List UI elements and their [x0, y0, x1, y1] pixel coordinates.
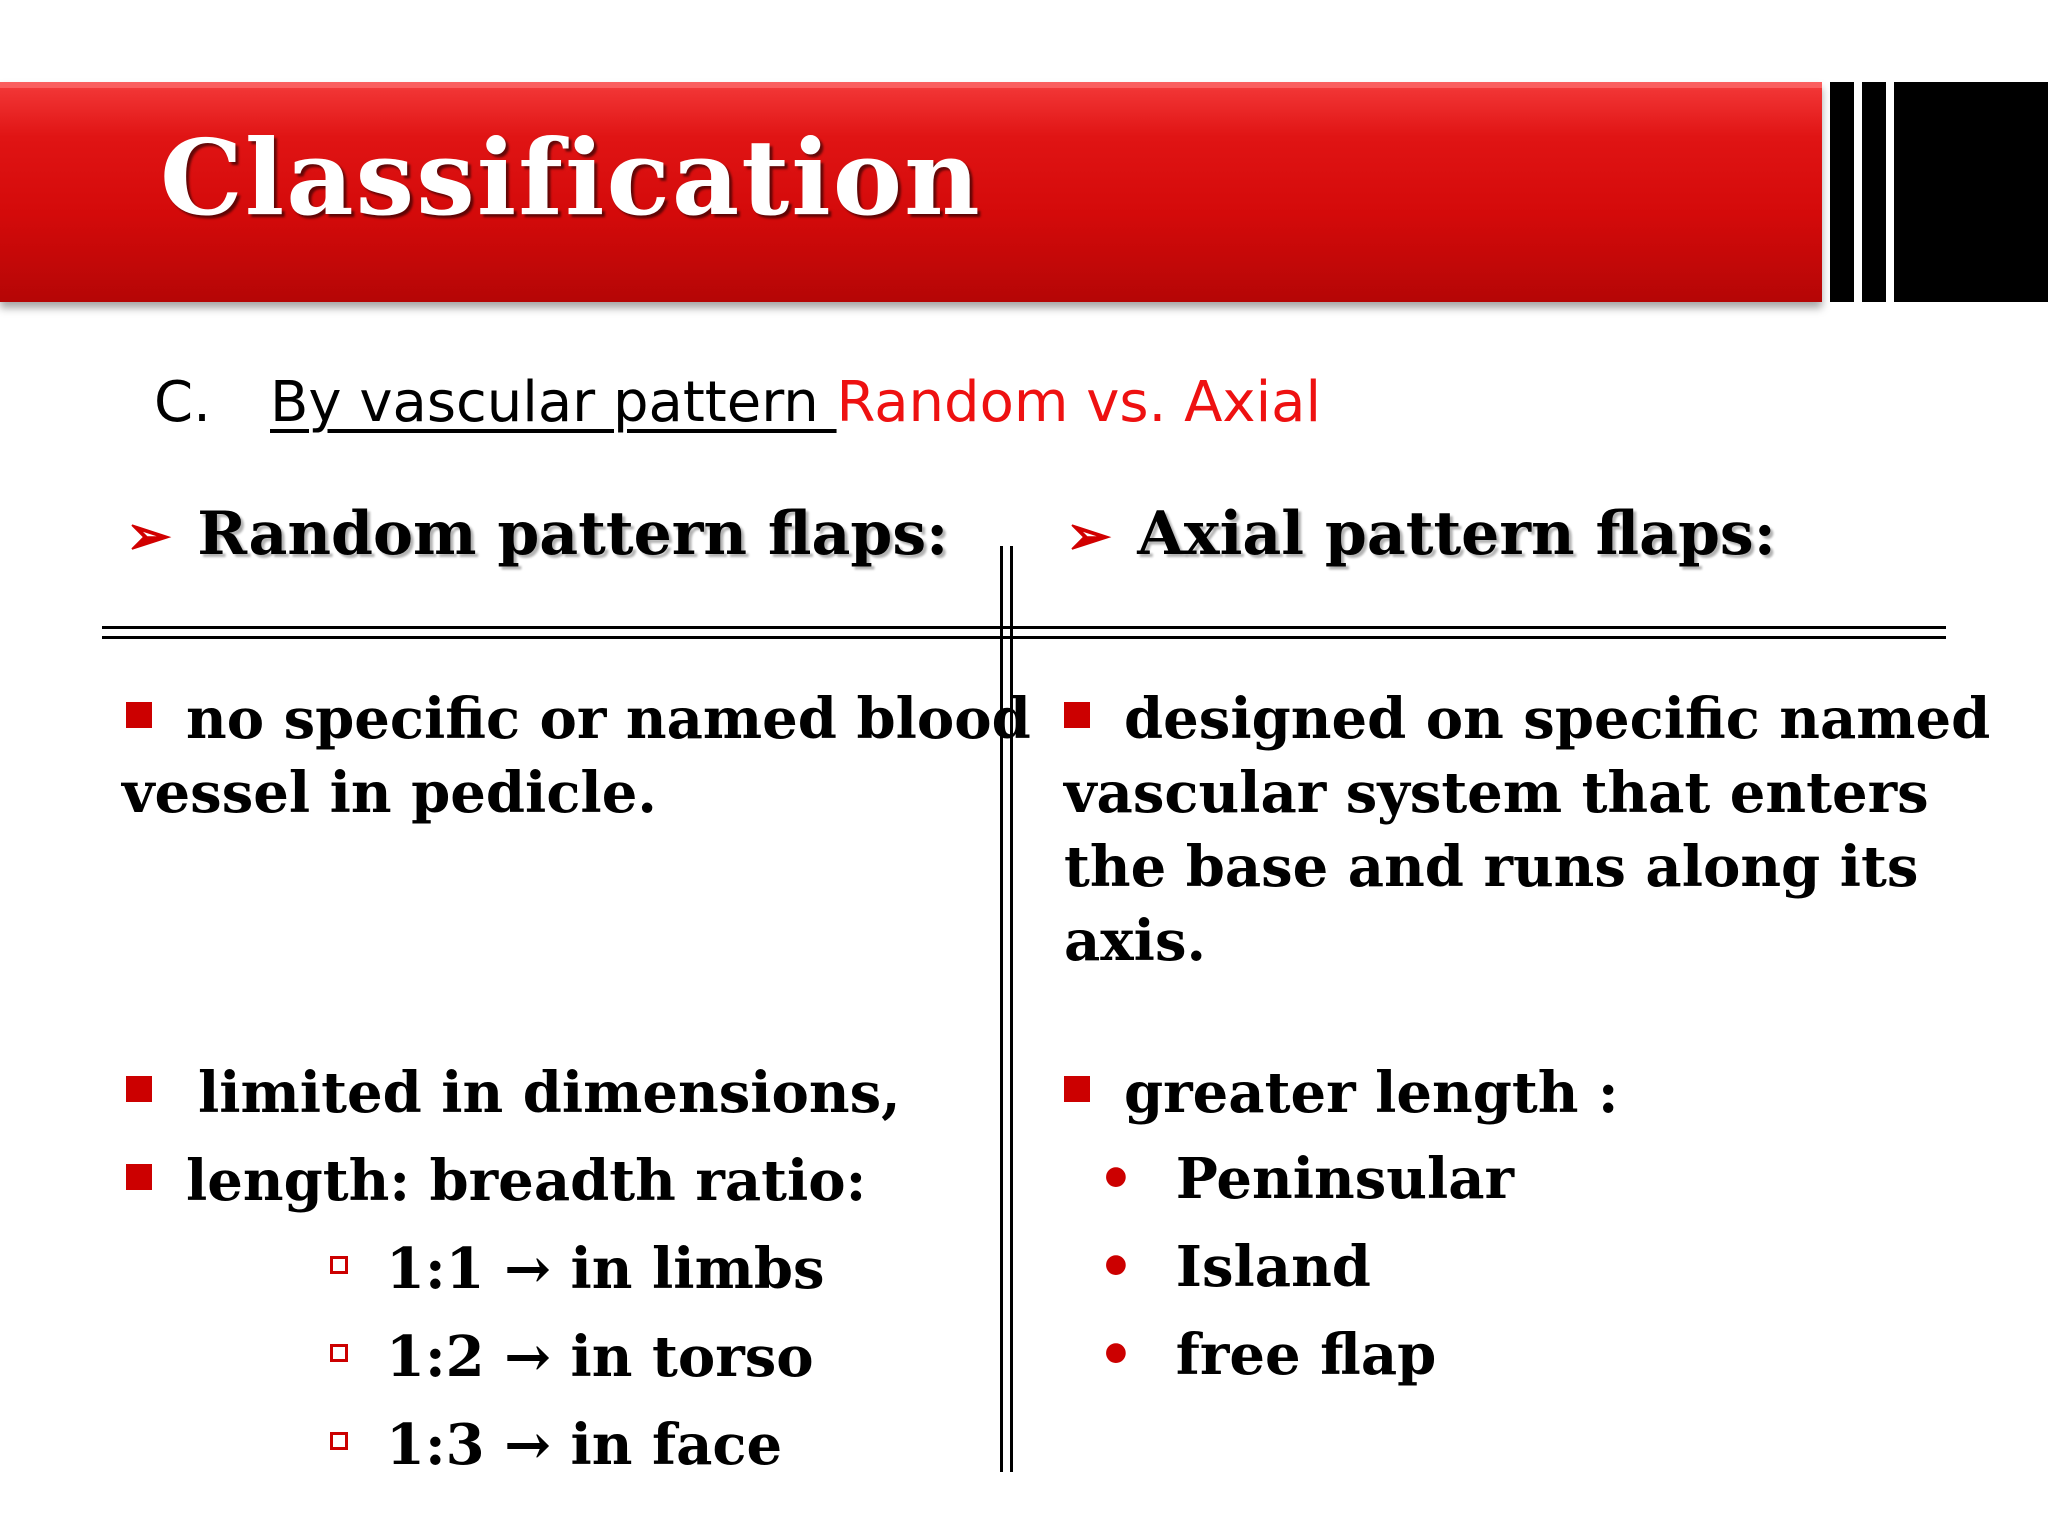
square-bullet-icon [126, 702, 152, 728]
black-bar [1894, 82, 2048, 302]
ratio-location: in face [570, 1412, 783, 1478]
header-black-bars [1830, 82, 2048, 302]
hollow-square-bullet-icon [330, 1256, 348, 1274]
random-point-vessel-line1: no specific or named blood [186, 686, 1031, 752]
square-bullet-icon [1064, 1076, 1090, 1102]
ratio-value: 1:3 [386, 1412, 485, 1478]
arrow-bullet-icon: ➢ [126, 503, 172, 567]
axial-point-length [1064, 1056, 1619, 1130]
slide-title: Classification [160, 116, 982, 239]
black-bar [1862, 82, 1886, 302]
axial-heading-text: Axial pattern flaps: [1137, 499, 1776, 569]
random-point-dimensions-text: limited in dimensions, [198, 1060, 901, 1126]
table-divider-horizontal [102, 626, 1946, 629]
ratio-item [330, 1408, 782, 1482]
dot-bullet-icon: • [1098, 1322, 1134, 1388]
right-arrow-icon: → [504, 1236, 552, 1302]
random-heading-text: Random pattern flaps: [197, 499, 949, 569]
axial-point-line: the base and runs along its [1064, 834, 1919, 900]
flap-type-label: free flap [1175, 1322, 1437, 1388]
random-point-ratio [126, 1144, 866, 1218]
arrow-bullet-icon: ➢ [1066, 503, 1112, 567]
axial-point-length-text: greater length : [1124, 1060, 1619, 1126]
square-bullet-icon [1064, 702, 1090, 728]
random-point-dimensions [126, 1056, 901, 1130]
hollow-square-bullet-icon [330, 1344, 348, 1362]
random-point-ratio-text: length: breadth ratio: [186, 1148, 867, 1214]
flap-type-item [1098, 1230, 1371, 1304]
square-bullet-icon [126, 1076, 152, 1102]
ratio-item [330, 1320, 814, 1394]
subtitle [154, 372, 1321, 434]
square-bullet-icon [126, 1164, 152, 1190]
subtitle-highlight: Random vs. Axial [836, 370, 1321, 435]
ratio-value: 1:2 [386, 1324, 485, 1390]
table-divider-horizontal [102, 636, 1946, 639]
axial-point-line: vascular system that enters [1064, 760, 1929, 826]
random-point-vessel [122, 682, 1031, 830]
dot-bullet-icon: • [1098, 1234, 1134, 1300]
random-point-vessel-line2: vessel in pedicle. [122, 760, 657, 826]
black-bar [1830, 82, 1854, 302]
flap-type-label: Peninsular [1175, 1146, 1515, 1212]
ratio-location: in torso [570, 1324, 814, 1390]
ratio-item [330, 1232, 825, 1306]
ratio-location: in limbs [570, 1236, 825, 1302]
right-arrow-icon: → [504, 1412, 552, 1478]
axial-point-line: axis. [1064, 908, 1206, 974]
dot-bullet-icon: • [1098, 1146, 1134, 1212]
axial-point-line: designed on specific named [1124, 686, 1991, 752]
hollow-square-bullet-icon [330, 1432, 348, 1450]
flap-type-label: Island [1175, 1234, 1371, 1300]
random-heading [126, 499, 949, 569]
table-divider-vertical [1000, 546, 1003, 1472]
axial-heading [1066, 499, 1776, 569]
subtitle-label: By vascular pattern [270, 370, 837, 435]
right-arrow-icon: → [504, 1324, 552, 1390]
flap-type-item [1098, 1318, 1436, 1392]
flap-type-item [1098, 1142, 1514, 1216]
ratio-value: 1:1 [386, 1236, 485, 1302]
subtitle-letter: C. [154, 370, 211, 435]
axial-point-vascular [1064, 682, 1991, 978]
table-divider-vertical [1010, 546, 1013, 1472]
